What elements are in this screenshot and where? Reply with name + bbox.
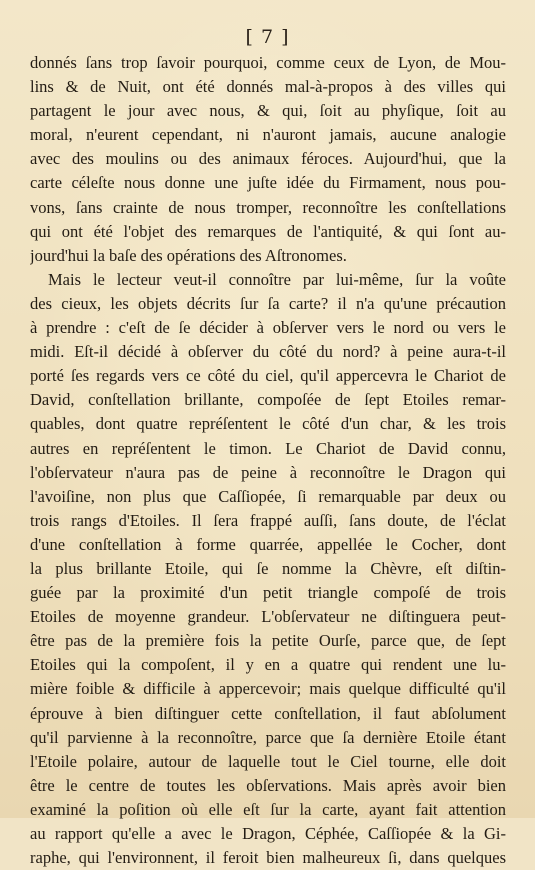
- text-line: l'Etoile polaire, autour de laquelle tout le Ciel tourne, elle doit: [30, 751, 506, 771]
- text-line: la plus brillante Etoile, qui ſe nomme la Chèvre, eſt diſtin-: [30, 558, 506, 578]
- text-line: Etoiles qui la compoſent, il y en a quatre qui rendent une lu-: [30, 655, 506, 675]
- text-line: avec des moulins ou des animaux féroces. Aujourd'hui, que la: [30, 149, 506, 169]
- text-line: l'obſervateur n'aura pas de peine à reconnoître le Dragon qui: [30, 462, 506, 482]
- text-line: qui ont été l'objet des remarques de l'antiquité, & qui ſont au-: [30, 221, 506, 241]
- text-line: trois rangs d'Etoiles. Il ſera frappé auſſi, ſans doute, de l'éclat: [30, 510, 506, 530]
- text-line: vons, ſans crainte de nous tromper, reconnoître les conſtellations: [30, 197, 506, 217]
- text-line: raphe, qui l'environnent, il feroit bien malheureux ſi, dans quelques: [30, 848, 506, 868]
- text-line: David, conſtellation brillante, compoſée de ſept Etoiles remar-: [30, 390, 506, 410]
- text-line: autres en repréſentent le timon. Le Chariot de David connu,: [30, 438, 506, 458]
- page-number: [ 7 ]: [245, 26, 290, 48]
- text-line: examiné la poſition où elle eſt ſur la carte, ayant fait attention: [30, 799, 506, 819]
- text-line: être le centre de toutes les obſervations. Mais après avoir bien: [30, 775, 506, 795]
- text-line: à prendre : c'eſt de ſe décider à obſerver vers le nord ou vers le: [30, 318, 506, 338]
- text-line: Etoiles de moyenne grandeur. L'obſervateur ne diſtinguera peut-: [30, 607, 506, 627]
- text-line: moral, n'eurent cependant, ni n'auront jamais, aucune analogie: [30, 125, 506, 145]
- text-line: guée par la proximité d'un petit triangle compoſé de trois: [30, 583, 506, 603]
- paragraph: [30, 268, 506, 870]
- text-line: être pas de la première fois la petite Ourſe, parce que, de ſept: [30, 631, 506, 651]
- text-line: des cieux, les objets décrits ſur ſa carte? il n'a qu'une précaution: [30, 293, 506, 313]
- text-line: mière foible & difficile à appercevoir; mais quelque difficulté qu'il: [30, 679, 506, 699]
- text-line: éprouve à bien diſtinguer cette conſtellation, il faut abſolument: [30, 703, 506, 723]
- text-line: porté ſes regards vers ce côté du ciel, qu'il appercevra le Chariot de: [30, 366, 506, 386]
- text-line: au rapport qu'elle a avec le Dragon, Céphée, Caſſiopée & la Gi-: [30, 824, 506, 843]
- paragraph: [30, 51, 506, 268]
- text-line: l'avoiſine, non plus que Caſſiopée, ſi remarquable par deux ou: [30, 486, 506, 506]
- text-line: quables, dont quatre repréſentent le côté d'un char, & les trois: [30, 414, 506, 434]
- text-line: Mais le lecteur veut-il connoître par lui-même, ſur la voûte: [48, 269, 506, 289]
- text-line: d'une conſtellation à forme quarrée, appellée le Cocher, dont: [30, 534, 506, 554]
- text-line: qu'il parvienne à la reconnoître, parce que ſa dernière Etoile étant: [30, 727, 506, 747]
- text-line: jourd'hui la baſe des opérations des Aſtronomes.: [30, 245, 347, 265]
- text-line: carte céleſte nous donne une juſte idée du Firmament, nous pou-: [30, 173, 506, 193]
- text-line: partagent le jour avec nous, & qui, ſoit au phyſique, ſoit au: [30, 101, 506, 121]
- text-line: lins & de Nuit, ont été donnés mal-à-propos à des villes qui: [30, 77, 506, 97]
- text-line: midi. Eſt-il décidé à obſerver du côté du nord? à peine aura-t-il: [30, 342, 506, 362]
- body-text: [30, 51, 506, 870]
- text-line: donnés ſans trop ſavoir pourquoi, comme ceux de Lyon, de Mou-: [30, 53, 506, 72]
